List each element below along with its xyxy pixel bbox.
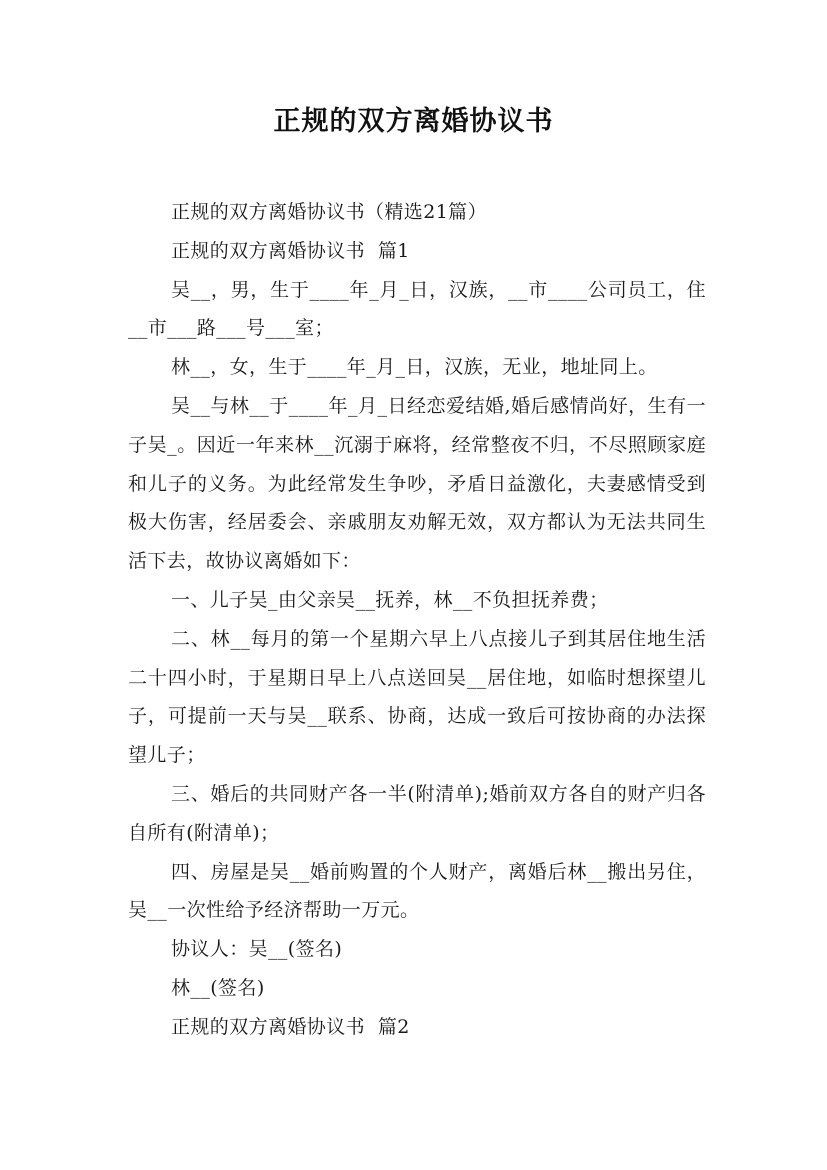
document-title: 正规的双方离婚协议书 — [273, 106, 554, 137]
clause-1: 一、儿子吴_由父亲吴__抚养，林__不负担抚养费； — [171, 588, 609, 611]
signature-lin: 林__(签名) — [171, 976, 265, 999]
section-heading-part-2: 正规的双方离婚协议书 篇2 — [171, 1015, 410, 1038]
section-heading-part-1: 正规的双方离婚协议书 篇1 — [171, 239, 410, 262]
paragraph-subtitle: 正规的双方离婚协议书（精选21篇） — [171, 201, 487, 223]
paragraph-background: 吴__与林__于____年_月_日经恋爱结婚,婚后感情尚好，生有一子吴_。因近一年来林__沉溺于麻将，经常整夜不归，不尽照顾家庭和儿子的义务。为此经常发生争吵，矛盾日益激化，夫妻感情受到极大伤害，经居委会、亲戚朋友劝解无效，双方都认为无法共同生活下去，故协议离婚如下： — [128, 394, 706, 573]
document-body — [128, 193, 706, 1047]
signature-wu: 协议人：吴__(签名) — [171, 938, 343, 961]
clause-4: 四、房屋是吴__婚前购置的个人财产，离婚后林__搬出另住，吴__一次性给予经济帮助一万元。 — [128, 860, 706, 922]
clause-2: 二、林__每月的第一个星期六早上八点接儿子到其居住地生活二十四小时，于星期日早上八点送回吴__居住地，如临时想探望儿子，可提前一天与吴__联系、协商，达成一致后可按协商的办法探望儿子； — [128, 627, 706, 767]
paragraph-party-lin: 林__，女，生于____年_月_日，汉族，无业，地址同上。 — [171, 356, 658, 379]
clause-3: 三、婚后的共同财产各一半(附清单);婚前双方各自的财产归各自所有(附清单)； — [128, 782, 706, 844]
paragraph-party-wu: 吴__，男，生于____年_月_日，汉族，__市____公司员工，住__市___路___号___室； — [128, 278, 706, 340]
